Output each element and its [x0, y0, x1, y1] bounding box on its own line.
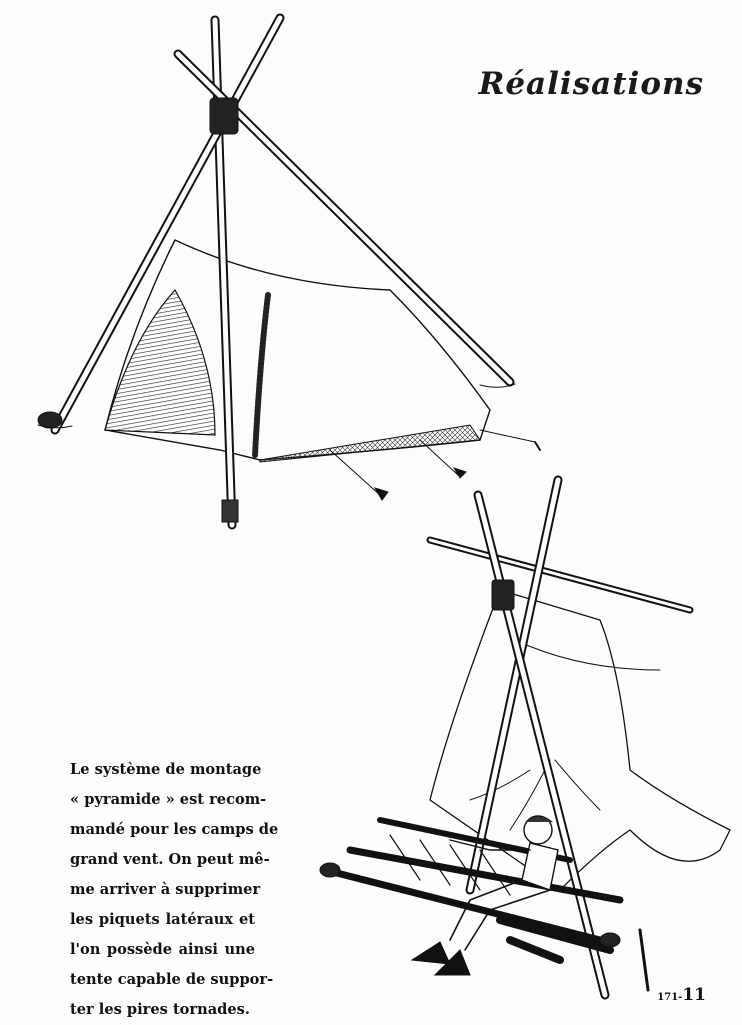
page-number — [657, 985, 706, 1005]
caption-line: me arriver à supprimer — [70, 881, 261, 898]
caption-line: grand vent. On peut mê- — [70, 851, 270, 868]
page-number-value: 11 — [682, 985, 706, 1005]
page-code: 171- — [657, 992, 683, 1003]
caption-line: ter les pires tornades. — [70, 1001, 250, 1018]
caption-line: l'on possède ainsi une — [70, 941, 255, 958]
tent-bench-scout-illustration — [300, 470, 740, 1010]
caption-line: mandé pour les camps de — [70, 821, 279, 838]
caption-text — [70, 755, 279, 1025]
caption-line: « pyramide » est recom- — [70, 791, 267, 808]
caption-line: les piquets latéraux et — [70, 911, 255, 928]
page-title: Réalisations — [478, 66, 704, 102]
caption-line: Le système de montage — [70, 761, 262, 778]
caption-line: tente capable de suppor- — [70, 971, 274, 988]
tent-pyramid-illustration — [10, 10, 570, 530]
